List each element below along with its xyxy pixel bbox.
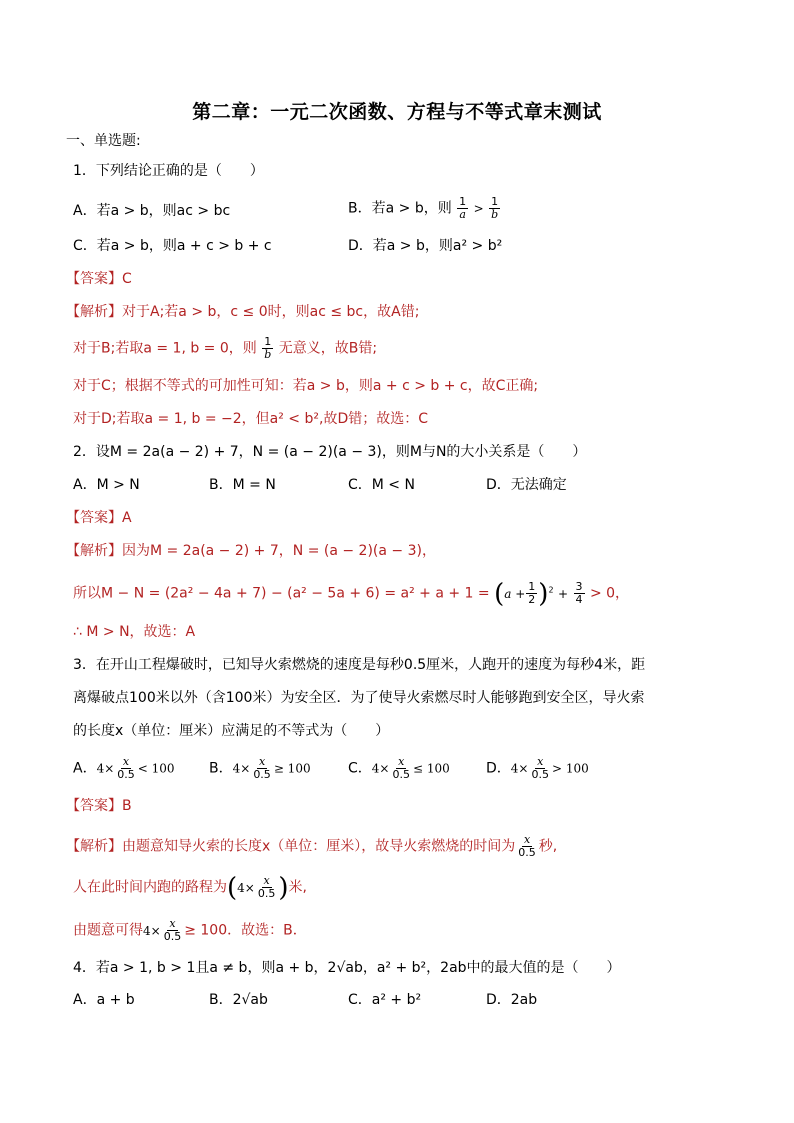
q2-completed-square: (a + $\frac{1}{2}$ )$^2$ + $\frac{3}{4}$	[494, 578, 583, 609]
q1-explanation-1: 【解析】对于A;若a > b，c ≤ 0时，则ac ≤ bc，故A错;	[66, 304, 420, 320]
q3-option-b: B．4× $\frac{x}{0.5}$ ≥ 100	[209, 755, 311, 781]
q3-explanation-1: 【解析】由题意知导火索的长度x（单位：厘米），故导火索燃烧的时间为 $\frac{x}{0.5}$ 秒,	[66, 833, 558, 859]
q1-explanation-2: 对于B;若取a = 1, b = 0，则 $\frac{1}{b}$ 无意义，故B错;	[73, 335, 378, 361]
q1-frac-one-over-b: $\frac{1}{b}$	[264, 335, 272, 361]
q1-stem: 1．下列结论正确的是（ ）	[73, 163, 264, 179]
q2-stem: 2．设M = 2a(a − 2) + 7，N = (a − 2)(a − 3)，则M与N的大小关系是（ ）	[73, 444, 587, 460]
q4-stem: 4．若a > 1, b > 1且a ≠ b，则a + b，2√ab，a² + b²，2ab中的最大值的是（ ）	[73, 960, 621, 976]
q4-option-c: C．a² + b²	[348, 992, 422, 1008]
q3-option-d: D．4× $\frac{x}{0.5}$ > 100	[486, 755, 589, 781]
q1-option-b: B．若a > b，则 $\frac{1}{a}$ > $\frac{1}{b}$	[348, 195, 499, 221]
q1-option-c: C．若a > b，则a + c > b + c	[73, 238, 272, 254]
q3-stem-line-3: 的长度x（单位：厘米）应满足的不等式为（ ）	[73, 723, 390, 739]
q1-answer: 【答案】C	[66, 271, 132, 287]
q3-explanation-2: 人在此时间内跑的路程为(4× $\frac{x}{0.5}$ )米,	[73, 872, 307, 903]
q2-explanation-2: 所以M − N = (2a² − 4a + 7) − (a² − 5a + 6) = a² + a + 1 = (a + $\frac{1}{2}$ )$^2$ + $\frac{3}{4}$ > 0，	[73, 578, 630, 609]
q2-option-b: B．M = N	[209, 477, 276, 493]
q3-stem-line-1: 3．在开山工程爆破时，已知导火索燃烧的速度是每秒0.5厘米，人跑开的速度为每秒4米，距	[73, 657, 646, 673]
q4-option-d: D．2ab	[486, 992, 538, 1008]
q4-option-b: B．2√ab	[209, 992, 268, 1008]
q4-option-a: A．a + b	[73, 992, 135, 1008]
section-heading: 一、单选题:	[66, 133, 141, 149]
q2-explanation-3: ∴ M > N，故选：A	[73, 624, 196, 640]
q1-option-b-text: B．若a > b，则	[348, 200, 452, 217]
q1-option-b-frac-b: $\frac{1}{b}$	[491, 195, 499, 221]
q2-answer: 【答案】A	[66, 510, 132, 526]
q1-option-d: D．若a > b，则a² > b²	[348, 238, 503, 254]
q3-option-c: C．4× $\frac{x}{0.5}$ ≤ 100	[348, 755, 450, 781]
page-title: 第二章：一元二次函数、方程与不等式章末测试	[192, 101, 602, 123]
q3-stem-line-2: 离爆破点100米以外（含100米）为安全区．为了使导火索燃尽时人能够跑到安全区，导火索	[73, 690, 645, 706]
q1-explanation-4: 对于D;若取a = 1, b = −2，但a² < b²,故D错；故选：C	[73, 411, 428, 427]
q1-explanation-3: 对于C；根据不等式的可加性可知：若a > b，则a + c > b + c，故C正确;	[73, 378, 539, 394]
q2-option-d: D．无法确定	[486, 477, 567, 493]
q3-answer: 【答案】B	[66, 798, 132, 814]
q2-option-c: C．M < N	[348, 477, 415, 493]
q1-option-b-frac-a: $\frac{1}{a}$	[459, 195, 467, 221]
q3-option-a: A．4× $\frac{x}{0.5}$ < 100	[73, 755, 175, 781]
q3-explanation-3: 由题意可得4× $\frac{x}{0.5}$ ≥ 100．故选：B．	[73, 917, 307, 943]
q1-option-a: A．若a > b，则ac > bc	[73, 203, 231, 219]
q2-explanation-1: 【解析】因为M = 2a(a − 2) + 7，N = (a − 2)(a − 3)，	[66, 543, 436, 559]
q2-option-a: A．M > N	[73, 477, 140, 493]
